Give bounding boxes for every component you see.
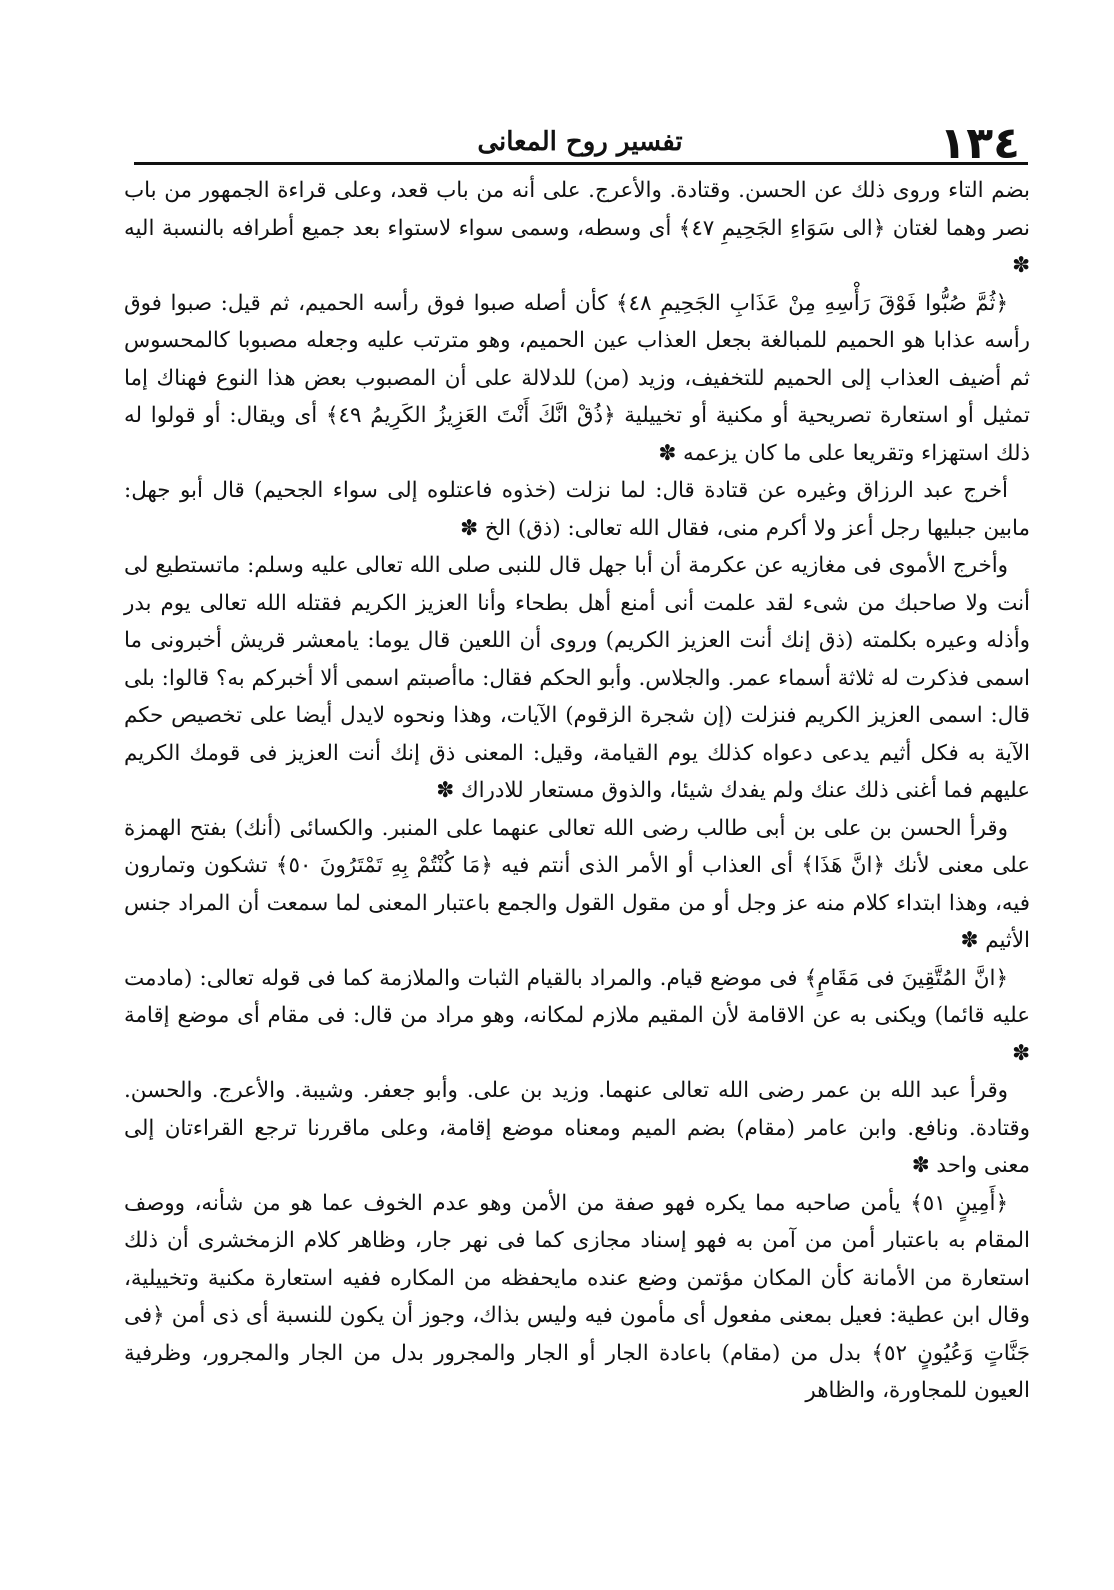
page-number: ١٣٤: [939, 118, 1020, 169]
paragraph: بضم التاء وروى ذلك عن الحسن. وقتادة. والأعرج. على أنه من باب قعد، وعلى قراءة الجمهور من باب نصر وهما لغتان ﴿الى سَوَاءِ الجَحِيمِ ٤٧﴾ أى وسطه، وسمى سواء لاستواء بعد جميع أطرافه بالنسبة اليه ✽: [124, 178, 1030, 278]
paragraph: وقرأ الحسن بن على بن أبى طالب رضى الله تعالى عنهما على المنبر. والكسائى (أنك) بفتح الهمزة على معنى لأنك ﴿انَّ هَذَا﴾ أى العذاب أو الأمر الذى أنتم فيه ﴿مَا كُنْتُمْ بِهِ تَمْتَرُونَ ٥٠﴾ تشكون وتمارون فيه، وهذا ابتداء كلام منه عز وجل أو من مقول القول والجمع باعتبار المعنى لما سمعت أن المراد جنس الأثيم ✽: [124, 815, 1030, 953]
running-title: تفسير روح المعانى: [477, 127, 683, 157]
paragraph: ﴿انَّ المُتَّقِينَ فى مَقَامٍ﴾ فى موضع قيام. والمراد بالقيام الثبات والملازمة كما فى قوله تعالى: (مادمت عليه قائما) ويكنى به عن الاقامة لأن المقيم ملازم لمكانه، وهو مراد من قال: فى مقام أى موضع إقامة ✽: [124, 965, 1030, 1066]
paragraph: وقرأ عبد الله بن عمر رضى الله تعالى عنهما. وزيد بن على. وأبو جعفر. وشيبة. والأعرج. والحسن. وقتادة. ونافع. وابن عامر (مقام) بضم الميم ومعناه موضع إقامة، وعلى ماقررنا ترجع القراءتان إلى معنى واحد ✽: [124, 1078, 1030, 1178]
header-rule: [134, 162, 1028, 165]
text-body: [124, 172, 1030, 1410]
paragraph: وأخرج الأموى فى مغازيه عن عكرمة أن أبا جهل قال للنبى صلى الله تعالى عليه وسلم: ماتستطيع لى أنت ولا صاحبك من شىء لقد علمت أنى أمنع أهل بطحاء وأنا العزيز الكريم فقتله الله تعالى يوم بدر وأذله وعيره بكلمته (ذق إنك أنت العزيز الكريم) وروى أن اللعين قال يوما: يامعشر قريش أخبرونى ما اسمى فذكرت له ثلاثة أسماء عمر. والجلاس. وأبو الحكم فقال: ماأصبتم اسمى ألا أخبركم به؟ قالوا: بلى قال: اسمى العزيز الكريم فنزلت (إن شجرة الزقوم) الآيات، وهذا ونحوه لايدل أيضا على تخصيص حكم الآية به فكل أثيم يدعى دعواه كذلك يوم القيامة، وقيل: المعنى ذق إنك أنت العزيز فى قومك الكريم عليهم فما أغنى ذلك عنك ولم يفدك شيئا، والذوق مستعار للادراك ✽: [124, 553, 1030, 803]
paragraph: ﴿ثُمَّ صُبُّوا فَوْقَ رَأْسِهِ مِنْ عَذَابِ الجَحِيمِ ٤٨﴾ كأن أصله صبوا فوق رأسه الحميم، ثم قيل: صبوا فوق رأسه عذابا هو الحميم للمبالغة بجعل العذاب عين الحميم، وهو مترتب عليه وجعله مصبوبا كالمحسوس ثم أضيف العذاب إلى الحميم للتخفيف، وزيد (من) للدلالة على أن المصبوب بعض هذا النوع فهناك إما تمثيل أو استعارة تصريحية أو مكنية أو تخييلية ﴿ذُقْ انَّكَ أَنْتَ العَزِيزُ الكَرِيمُ ٤٩﴾ أى ويقال: أو قولوا له ذلك استهزاء وتقريعا على ما كان يزعمه ✽: [124, 290, 1031, 466]
paragraph: أخرج عبد الرزاق وغيره عن قتادة قال: لما نزلت (خذوه فاعتلوه إلى سواء الجحيم) قال أبو جهل: مابين جبليها رجل أعز ولا أكرم منى، فقال الله تعالى: (ذق) الخ ✽: [124, 478, 1030, 541]
paragraph: ﴿أَمِينٍ ٥١﴾ يأمن صاحبه مما يكره فهو صفة من الأمن وهو عدم الخوف عما هو من شأنه، ووصف المقام به باعتبار أمن من آمن به فهو إسناد مجازى كما فى نهر جار، وظاهر كلام الزمخشرى أن ذلك استعارة من الأمانة كأن المكان مؤتمن وضع عنده مايحفظه من المكاره ففيه استعارة مكنية وتخييلية، وقال ابن عطية: فعيل بمعنى مفعول أى مأمون فيه وليس بذاك، وجوز أن يكون للنسبة أى ذى أمن ﴿فى جَنَّاتٍ وَعُيُونٍ ٥٢﴾ بدل من (مقام) باعادة الجار أو الجار والمجرور بدل من الجار والمجرور، وظرفية العيون للمجاورة، والظاهر: [124, 1190, 1030, 1403]
